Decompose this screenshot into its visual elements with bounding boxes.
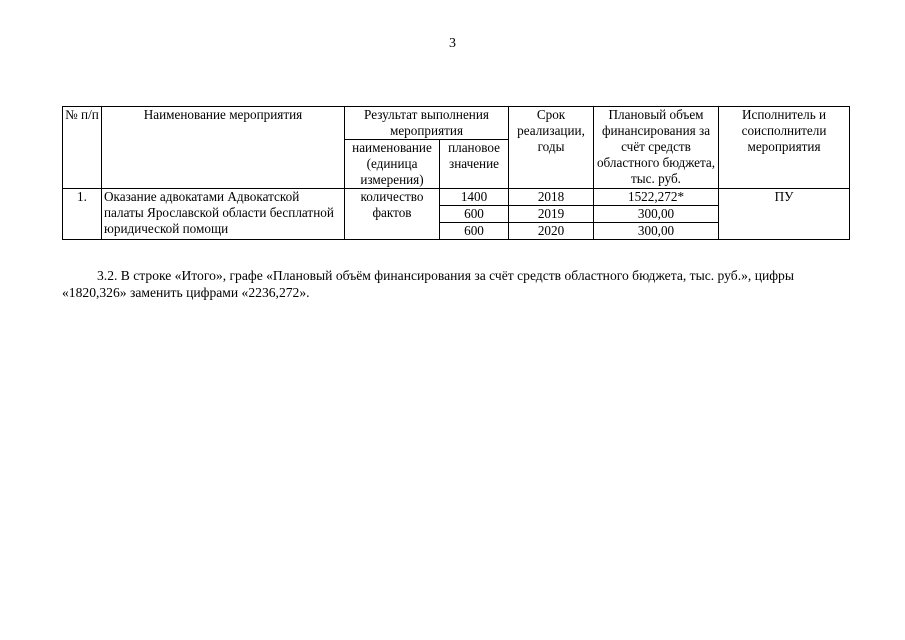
row-year-2019: 2019	[509, 206, 594, 223]
row-executor: ПУ	[719, 189, 850, 240]
measures-table	[62, 106, 850, 240]
header-name: Наименование мероприятия	[102, 107, 345, 189]
row-value-2019: 600	[440, 206, 509, 223]
amendment-paragraph: 3.2. В строке «Итого», графе «Плановый объём финансирования за счёт средств областного бюджета, тыс. руб.», цифры «1820,326» заменить цифрами «2236,272».	[62, 268, 794, 300]
row-num: 1.	[63, 189, 102, 240]
row-value-2020: 600	[440, 223, 509, 240]
row-funding-2018: 1522,272*	[594, 189, 719, 206]
header-num: № п/п	[63, 107, 102, 189]
row-funding-2019: 300,00	[594, 206, 719, 223]
header-funding: Плановый объем финансирования за счёт средств областного бюджета, тыс. руб.	[594, 107, 719, 189]
table-row	[63, 189, 850, 206]
row-value-2018: 1400	[440, 189, 509, 206]
header-result-name: наименование (единица измерения)	[345, 140, 440, 189]
page-number: 3	[449, 36, 456, 51]
header-result-value: плановое значение	[440, 140, 509, 189]
header-term: Срок реализации, годы	[509, 107, 594, 189]
row-result-name: количество фактов	[345, 189, 440, 240]
row-year-2020: 2020	[509, 223, 594, 240]
row-year-2018: 2018	[509, 189, 594, 206]
header-row	[63, 107, 850, 140]
row-funding-2020: 300,00	[594, 223, 719, 240]
header-result: Результат выполнения мероприятия	[345, 107, 509, 140]
header-executor: Исполнитель и соисполнители мероприятия	[719, 107, 850, 189]
row-name: Оказание адвокатами Адвокатской палаты Ярославской области бесплатной юридической помощи	[102, 189, 345, 240]
